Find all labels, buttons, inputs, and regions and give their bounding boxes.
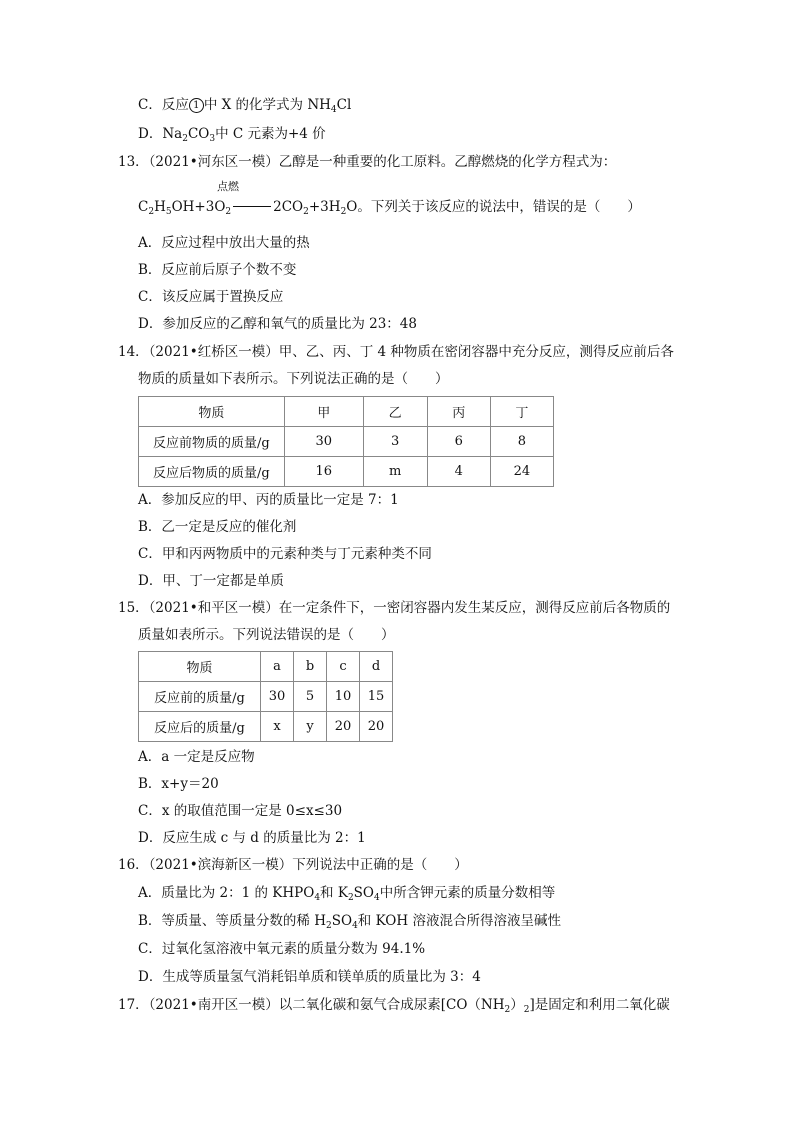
q14-option-d: D．甲、丁一定都是单质 <box>138 573 284 589</box>
q13-option-c: C．该反应属于置换反应 <box>138 289 284 305</box>
question-number: 16． <box>118 857 149 873</box>
table-cell: b <box>294 652 327 682</box>
table-cell: 20 <box>327 712 360 742</box>
question-number: 17． <box>118 997 149 1013</box>
table-cell: c <box>327 652 360 682</box>
q15-option-a: A．a 一定是反应物 <box>138 749 255 765</box>
q16-option-c: C．过氧化氢溶液中氧元素的质量分数为 94.1% <box>138 941 426 957</box>
table-cell: 物质 <box>139 397 285 427</box>
question-source: （2021•河东区一模） <box>148 154 279 170</box>
q15-stem-line1: 15．（2021•和平区一模）在一定条件下，一密闭容器内发生某反应，测得反应前后各物质的 <box>118 600 671 616</box>
q15-mass-table <box>138 651 393 742</box>
table-cell: 16 <box>284 457 363 487</box>
table-cell: 丙 <box>427 397 490 427</box>
table-header-row <box>139 652 393 682</box>
table-row <box>139 712 393 742</box>
table-cell: 3 <box>363 427 427 457</box>
table-cell: 24 <box>490 457 553 487</box>
q17-stem: 17．（2021•南开区一模）以二氧化碳和氨气合成尿素$[CO(NH_2)_2]$是固定和利用二氧化碳 <box>118 997 670 1015</box>
table-cell: 10 <box>327 682 360 712</box>
question-number: 13． <box>118 154 149 170</box>
q16-option-d: D．生成等质量氢气消耗铝单质和镁单质的质量比为 3：4 <box>138 969 481 985</box>
table-cell: 反应前的质量/g <box>139 682 261 712</box>
reaction-arrow <box>233 206 271 207</box>
reaction-condition: 点燃 <box>217 180 239 193</box>
q13-option-a: A．反应过程中放出大量的热 <box>138 235 310 251</box>
table-cell: 15 <box>360 682 393 712</box>
table-row <box>139 682 393 712</box>
table-cell: 30 <box>284 427 363 457</box>
q15-option-c: C．x 的取值范围一定是 0≤x≤30 <box>138 803 343 819</box>
question-number: 14． <box>118 344 149 360</box>
table-cell: 反应前物质的质量/g <box>139 427 285 457</box>
table-row <box>139 457 554 487</box>
q12-option-c: C．反应 1 中 X 的化学式为 $NH_4Cl$ <box>138 97 352 115</box>
table-cell: x <box>261 712 294 742</box>
table-cell: m <box>363 457 427 487</box>
table-row <box>139 427 554 457</box>
circled-number-1: 1 <box>189 98 204 113</box>
q13-option-d: D．参加反应的乙醇和氧气的质量比为 23：48 <box>138 316 417 332</box>
q16-option-b: B．等质量、等质量分数的稀 $H_2SO_4$和 KOH 溶液混合所得溶液呈碱性 <box>138 913 561 931</box>
q15-option-d: D．反应生成 c 与 d 的质量比为 2：1 <box>138 830 366 846</box>
question-source: （2021•和平区一模） <box>148 600 279 616</box>
q13-stem: 13．（2021•河东区一模）乙醇是一种重要的化工原料。乙醇燃烧的化学方程式为： <box>118 154 617 170</box>
question-number: 15． <box>118 600 149 616</box>
table-cell: 4 <box>427 457 490 487</box>
table-cell: 6 <box>427 427 490 457</box>
table-cell: 乙 <box>363 397 427 427</box>
table-cell: 丁 <box>490 397 553 427</box>
q14-option-a: A．参加反应的甲、丙的质量比一定是 7：1 <box>138 492 399 508</box>
table-cell: 20 <box>360 712 393 742</box>
q12-option-d: D．$Na_2CO_3$中 C 元素为+4 价 <box>138 126 326 144</box>
q14-option-b: B．乙一定是反应的催化剂 <box>138 519 297 535</box>
table-header-row <box>139 397 554 427</box>
question-source: （2021•滨海新区一模） <box>148 857 293 873</box>
q16-stem: 16．（2021•滨海新区一模）下列说法中正确的是（ ） <box>118 857 468 873</box>
table-cell: 30 <box>261 682 294 712</box>
q14-stem-line1: 14．（2021•红桥区一模）甲、乙、丙、丁 4 种物质在密闭容器中充分反应，测得反应前后各 <box>118 344 674 360</box>
table-cell: 反应后的质量/g <box>139 712 261 742</box>
q14-mass-table <box>138 396 554 487</box>
table-cell: d <box>360 652 393 682</box>
table-cell: a <box>261 652 294 682</box>
q13-equation: $C_2H_5OH+3O_2$ $2CO_2+3H_2O$。下列关于该反应的说法中，错误的是（ ） <box>138 199 641 217</box>
q15-option-b: B．x+y＝20 <box>138 776 219 792</box>
table-cell: y <box>294 712 327 742</box>
q14-stem-line2: 物质的质量如下表所示。下列说法正确的是（ ） <box>138 371 449 387</box>
table-cell: 5 <box>294 682 327 712</box>
table-cell: 8 <box>490 427 553 457</box>
table-cell: 反应后物质的质量/g <box>139 457 285 487</box>
question-source: （2021•南开区一模） <box>148 997 279 1013</box>
q15-stem-line2: 质量如表所示。下列说法错误的是（ ） <box>138 627 395 643</box>
q13-option-b: B．反应前后原子个数不变 <box>138 262 297 278</box>
table-cell: 甲 <box>284 397 363 427</box>
q14-option-c: C．甲和丙两物质中的元素种类与丁元素种类不同 <box>138 546 432 562</box>
table-cell: 物质 <box>139 652 261 682</box>
q16-option-a: A．质量比为 2：1 的 $KHPO_4$和 $K_2SO_4$中所含钾元素的质量分数相等 <box>138 885 556 903</box>
question-source: （2021•红桥区一模） <box>148 344 279 360</box>
